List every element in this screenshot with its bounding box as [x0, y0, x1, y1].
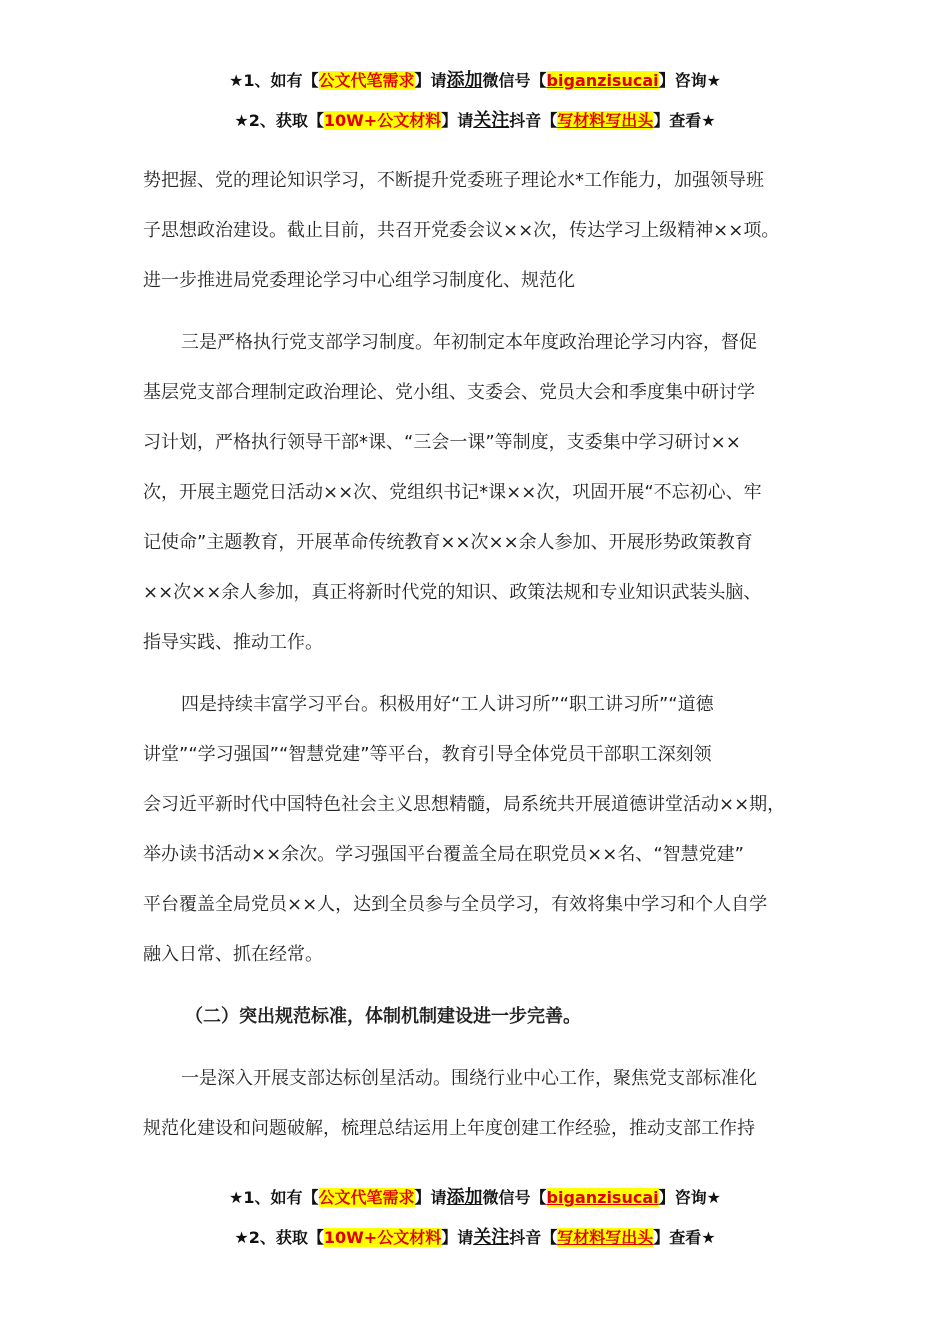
- promo-text: ★1、如有【: [229, 71, 319, 90]
- text-line: 次，开展主题党日活动××次、党组织书记*课××次，巩固开展“不忘初心、牢: [143, 482, 762, 503]
- promo-text: 】请: [441, 111, 474, 130]
- promo-highlight: 10W+公文材料: [323, 1228, 442, 1247]
- promo-text: 】查看★: [653, 111, 716, 130]
- promo-text: 抖音【: [509, 1228, 558, 1247]
- text-line: ××次××余人参加，真正将新时代党的知识、政策法规和专业知识武装头脑、: [143, 582, 762, 603]
- paragraph-study-system: [143, 318, 833, 668]
- promo-text: 微信号【: [482, 71, 547, 90]
- text-line: 平台覆盖全局党员××人，达到全员参与全员学习，有效将集中学习和个人自学: [143, 894, 768, 915]
- promo-line-2-top: [0, 110, 950, 132]
- promo-text: 】咨询★: [658, 1188, 721, 1207]
- text-line: 习计划，严格执行领导干部*课、“三会一课”等制度，支委集中学习研讨××: [143, 432, 741, 453]
- douyin-account: 写材料写出头: [557, 111, 654, 130]
- text-line: 指导实践、推动工作。: [143, 632, 323, 653]
- promo-text: 】查看★: [653, 1228, 716, 1247]
- promo-text: ★2、获取【: [234, 1228, 324, 1247]
- document-body: [143, 156, 833, 1166]
- promo-line-2-bottom: [0, 1227, 950, 1249]
- text-line: 四是持续丰富学习平台。积极用好“工人讲习所”“职工讲习所”“道德: [181, 694, 714, 715]
- text-line: 讲堂”“学习强国”“智慧党建”等平台，教育引导全体党员干部职工深刻领: [143, 744, 712, 765]
- promo-emphasis: 添加: [446, 1187, 483, 1208]
- text-line: 基层党支部合理制定政治理论、党小组、支委会、党员大会和季度集中研讨学: [143, 382, 755, 403]
- wechat-id: biganzisucai: [546, 1188, 659, 1207]
- text-line: 规范化建设和问题破解，梳理总结运用上年度创建工作经验，推动支部工作持: [143, 1118, 755, 1139]
- paragraph-study-platform: [143, 680, 833, 980]
- text-line: 三是严格执行党支部学习制度。年初制定本年度政治理论学习内容，督促: [181, 332, 757, 353]
- promo-emphasis: 关注: [473, 110, 510, 131]
- text-line: 势把握、党的理论知识学习，不断提升党委班子理论水*工作能力，加强领导班: [143, 170, 764, 191]
- text-line: 融入日常、抓在经常。: [143, 944, 323, 965]
- text-line: 记使命”主题教育，开展革命传统教育××次××余人参加、开展形势政策教育: [143, 532, 753, 553]
- promo-emphasis: 关注: [473, 1227, 510, 1248]
- paragraph-continued: [143, 156, 833, 306]
- promo-text: ★2、获取【: [234, 111, 324, 130]
- section-heading: [143, 992, 833, 1042]
- text-line: 进一步推进局党委理论学习中心组学习制度化、规范化: [143, 270, 575, 291]
- promo-emphasis: 添加: [446, 70, 483, 91]
- promo-text: ★1、如有【: [229, 1188, 319, 1207]
- douyin-account: 写材料写出头: [557, 1228, 654, 1247]
- promo-text: 微信号【: [482, 1188, 547, 1207]
- promo-text: 】请: [441, 1228, 474, 1247]
- wechat-id: biganzisucai: [546, 71, 659, 90]
- promo-highlight: 公文代笔需求: [318, 1188, 415, 1207]
- text-line: 一是深入开展支部达标创星活动。围绕行业中心工作，聚焦党支部标准化: [181, 1068, 757, 1089]
- text-line: 子思想政治建设。截止目前，共召开党委会议××次，传达学习上级精神××项。: [143, 220, 780, 241]
- text-line: 会习近平新时代中国特色社会主义思想精髓，局系统共开展道德讲堂活动××期，: [143, 794, 786, 815]
- promo-text: 】请: [414, 71, 447, 90]
- promo-text: 】咨询★: [658, 71, 721, 90]
- promo-line-1-top: [0, 70, 950, 92]
- promo-text: 】请: [414, 1188, 447, 1207]
- heading-text: （二）突出规范标准，体制机制建设进一步完善。: [185, 1006, 581, 1027]
- promo-highlight: 10W+公文材料: [323, 111, 442, 130]
- promo-text: 抖音【: [509, 111, 558, 130]
- promo-line-1-bottom: [0, 1187, 950, 1209]
- promo-highlight: 公文代笔需求: [318, 71, 415, 90]
- text-line: 举办读书活动××余次。学习强国平台覆盖全局在职党员××名、“智慧党建”: [143, 844, 744, 865]
- paragraph-branch-standards: [143, 1054, 833, 1154]
